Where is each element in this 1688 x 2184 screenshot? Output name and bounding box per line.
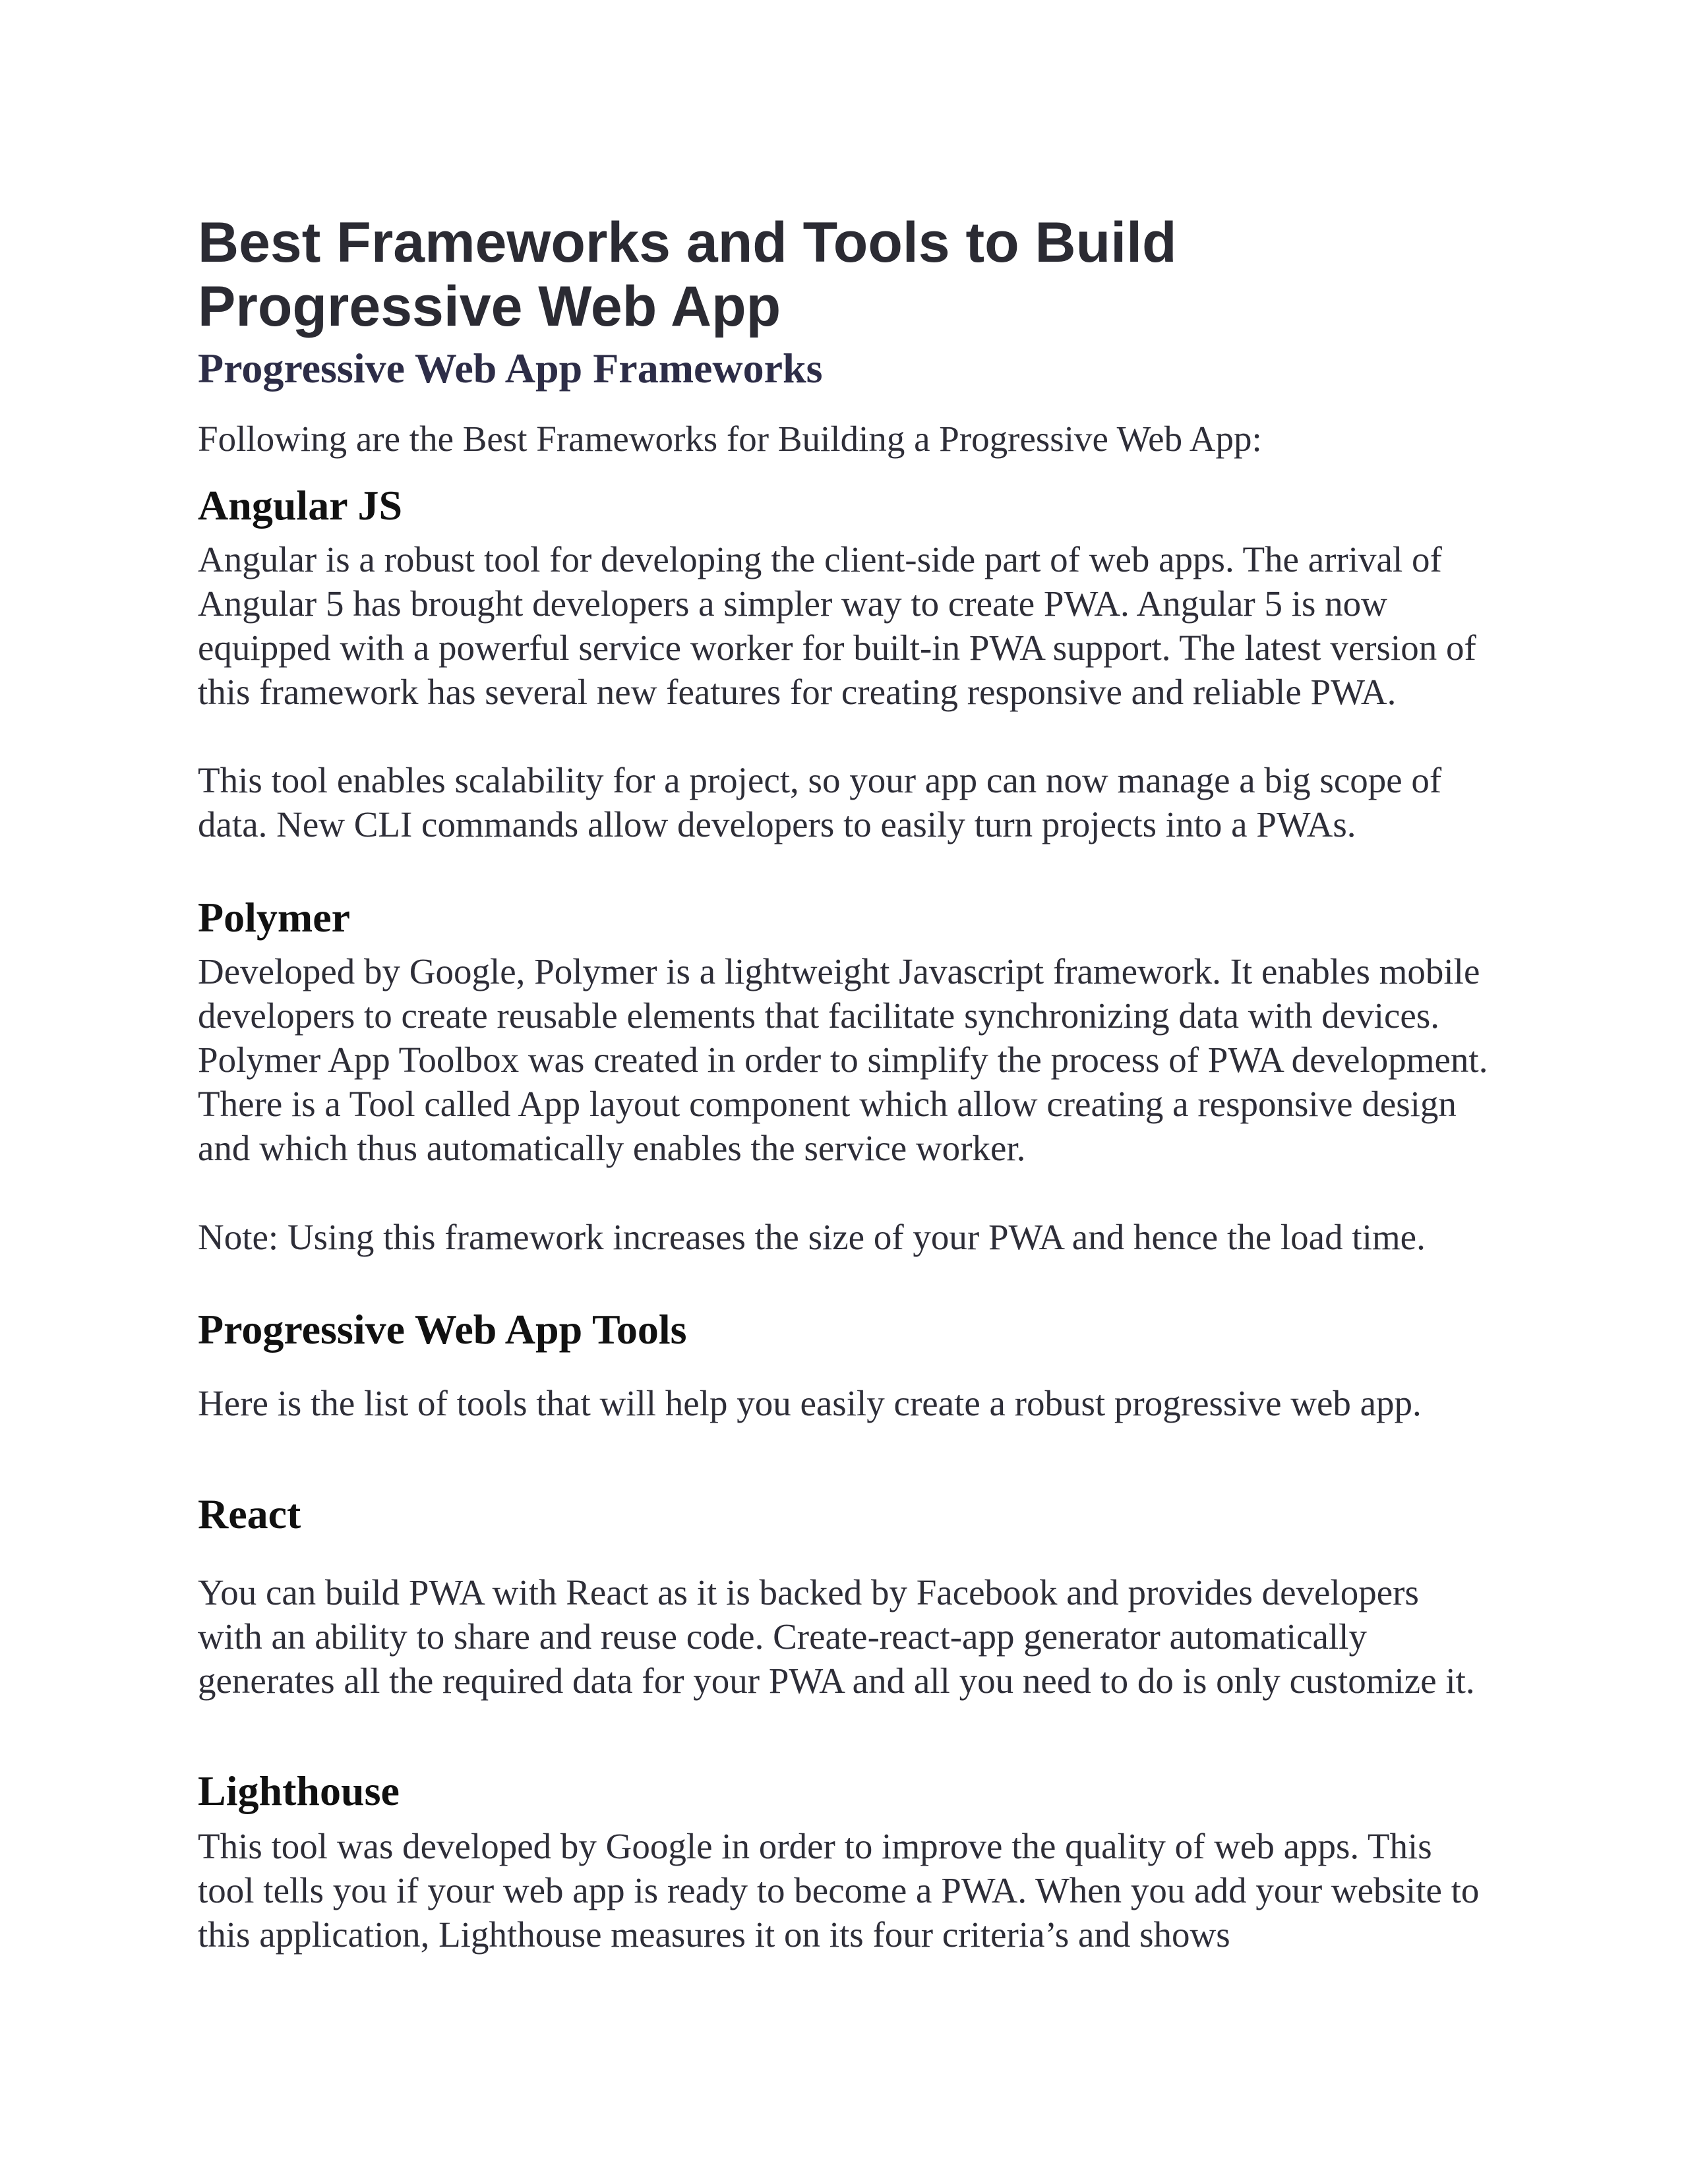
polymer-paragraph-1: Developed by Google, Polymer is a lightweight Javascript framework. It enables mobile developers to create reusable elements that facilitate synchronizing data with devices. Polymer App Toolbox was created in order to simplify the process of PWA development. There is a Tool called App layout component which allow creating a responsive design and which thus automatically enables the service worker.	[198, 951, 1488, 1168]
angular-paragraph-2: This tool enables scalability for a project, so your app can now manage a big scope of data. New CLI commands allow developers to easily turn projects into a PWAs.	[198, 760, 1442, 844]
polymer-heading: Polymer	[198, 894, 350, 941]
frameworks-intro: Following are the Best Frameworks for Building a Progressive Web App:	[198, 419, 1262, 459]
document-title: Best Frameworks and Tools to Build Progressive Web App	[198, 211, 1177, 338]
angular-paragraph-1: Angular is a robust tool for developing the client-side part of web apps. The arrival of Angular 5 has brought developers a simpler way to create PWA. Angular 5 is now equipped with a powerful service worker for built-in PWA support. The latest version of this framework has several new features for creating responsive and reliable PWA.	[198, 539, 1476, 712]
tools-heading: Progressive Web App Tools	[198, 1306, 687, 1353]
lighthouse-paragraph: This tool was developed by Google in order to improve the quality of web apps. This tool tells you if your web app is ready to become a PWA. When you add your website to this application, Lighthouse measures it on its four criteria’s and shows	[198, 1826, 1480, 1955]
angular-heading: Angular JS	[198, 482, 403, 529]
tools-intro: Here is the list of tools that will help you easily create a robust progressive web app.	[198, 1383, 1422, 1423]
frameworks-heading: Progressive Web App Frameworks	[198, 345, 823, 392]
react-heading: React	[198, 1490, 301, 1537]
react-paragraph: You can build PWA with React as it is backed by Facebook and provides developers with an ability to share and reuse code. Create-react-app generator automatically generates all the required data for your PWA and all you need to do is only customize it.	[198, 1572, 1475, 1701]
lighthouse-heading: Lighthouse	[198, 1767, 400, 1814]
polymer-paragraph-2: Note: Using this framework increases the size of your PWA and hence the load time.	[198, 1217, 1426, 1257]
